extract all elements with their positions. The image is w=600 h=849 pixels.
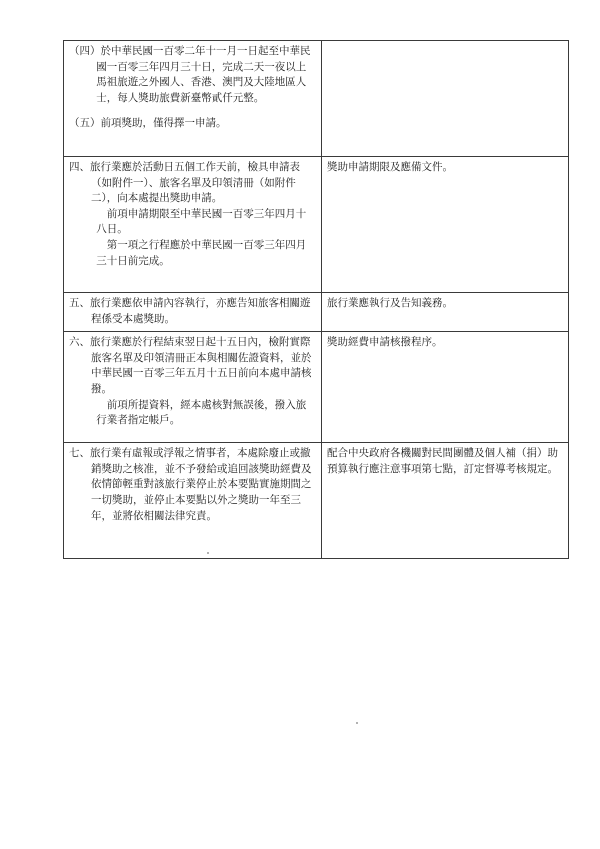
table-row	[64, 157, 569, 293]
provision-paragraph: 第一項之行程應於中華民國一百零三年四月三十日前完成。	[96, 238, 307, 267]
provision-cell	[64, 293, 322, 332]
provision-paragraph: （四）於中華民國一百零二年十一月一日起至中華民國一百零三年四月三十日，完成二天一夜以上馬祖旅遊之外國人、香港、澳門及大陸地區人士，每人獎助旅費新臺幣貳仟元整。	[69, 45, 311, 104]
provision-cell	[64, 332, 322, 443]
table-row	[64, 41, 569, 157]
provision-cell	[64, 443, 322, 559]
paragraph-gap	[69, 106, 316, 116]
explanation-cell	[322, 157, 569, 293]
provision-paragraph: 前項申請期限至中華民國一百零三年四月十八日。	[96, 207, 307, 236]
table-row	[64, 443, 569, 559]
provision-paragraph: 五、旅行業應依申請內容執行，亦應告知旅客相關遊程係受本處獎助。	[69, 297, 311, 325]
explanation-text: 旅行業應執行及告知義務。	[327, 297, 453, 309]
explanation-text: 獎助經費申請核撥程序。	[327, 336, 443, 349]
provision-paragraph: 七、旅行業有虛報或浮報之情事者，本處除廢止或撤銷獎助之核准，並不予發給或追回該獎助經費及依情節輕重對該旅行業停止於本要點實施期間之一切獎助，並停止本要點以外之獎助一年至三年，並將依相關法律究責。	[69, 447, 312, 522]
explanation-cell	[322, 443, 569, 559]
explanation-cell	[322, 332, 569, 443]
scan-speck	[207, 552, 209, 554]
table-row	[64, 293, 569, 332]
explanation-text: 配合中央政府各機關對民間團體及個人補（捐）助預算執行應注意事項第七點，訂定督導考核規定。	[327, 447, 558, 475]
explanation-text: 獎助申請期限及應備文件。	[327, 161, 453, 173]
provision-cell	[64, 41, 322, 157]
provision-paragraph: 前項所提資料，經本處核對無誤後，撥入旅行業者指定帳戶。	[96, 398, 307, 427]
table-row	[64, 332, 569, 443]
explanation-cell	[322, 293, 569, 332]
provisions-table	[63, 40, 569, 559]
provision-paragraph: （五）前項獎助，僅得擇一申請。	[69, 117, 227, 130]
provision-paragraph: 四、旅行業應於活動日五個工作天前，檢具申請表（如附件一）、旅客名單及印領清冊（如附件二），向本處提出獎助申請。	[69, 161, 300, 205]
provision-cell	[64, 157, 322, 293]
scan-speck	[356, 722, 358, 724]
explanation-cell	[322, 41, 569, 157]
provision-paragraph: 六、旅行業應於行程結束翌日起十五日內，檢附實際旅客名單及印領清冊正本與相關佐證資料，並於中華民國一百零三年五月十五日前向本處申請核撥。	[69, 336, 312, 395]
